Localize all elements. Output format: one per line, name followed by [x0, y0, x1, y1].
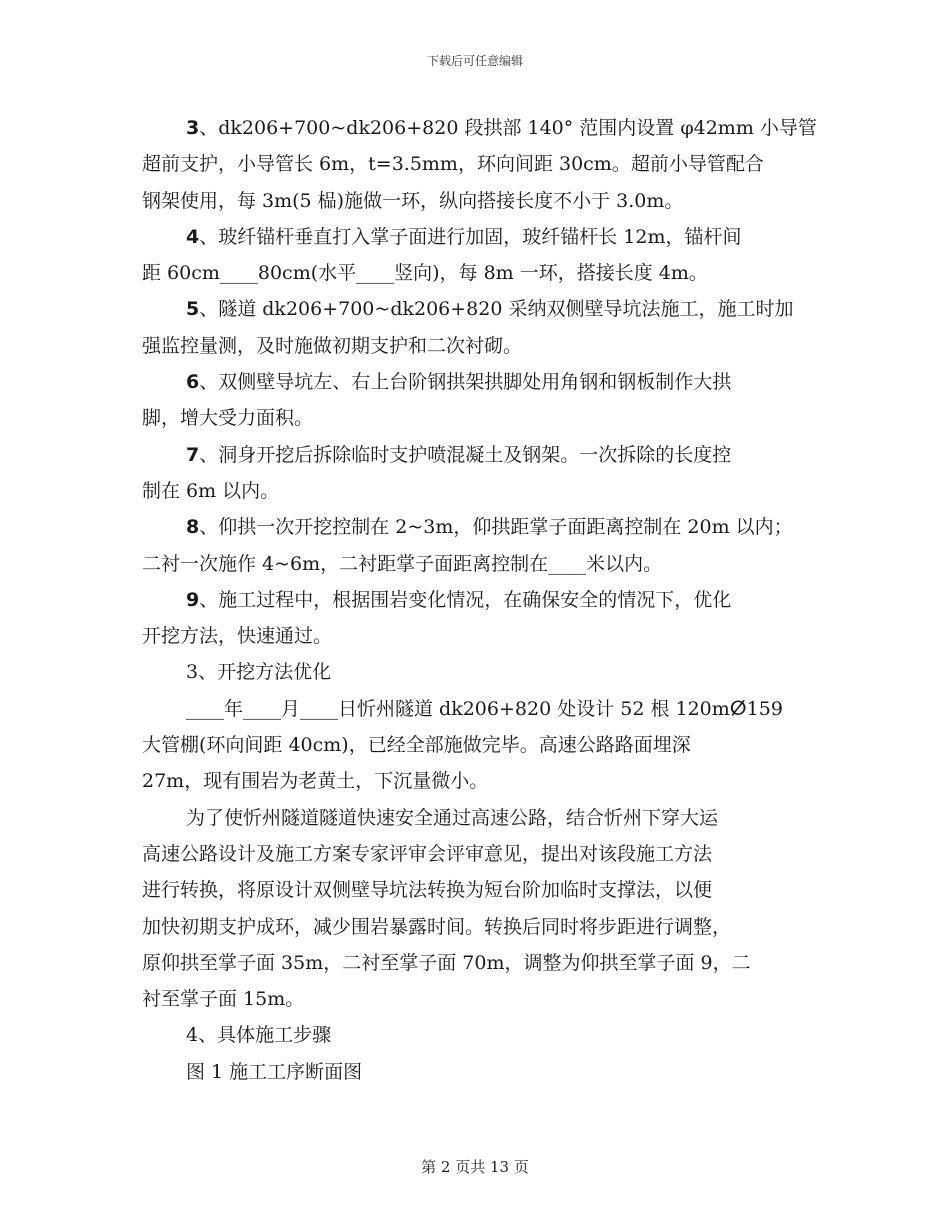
line-text: 、双侧壁导坑左、右上台阶钢拱架拱脚处用角钢和钢板制作大拱 [199, 371, 732, 394]
line-text: 距 60cm____80cm(水平____竖向)，每 8m 一环，搭接长度 4m。 [142, 262, 708, 285]
item-number: 6 [186, 371, 200, 394]
text-line [142, 473, 822, 509]
line-text: 、仰拱一次开挖控制在 2~3m，仰拱距掌子面距离控制在 20m 以内； [199, 516, 793, 539]
line-text: 脚，增大受力面积。 [142, 407, 314, 430]
line-text: 大管棚(环向间距 40cm)，已经全部施做完毕。高速公路路面埋深 [142, 734, 691, 757]
text-line [142, 364, 822, 400]
text-line [142, 183, 822, 219]
text-line [142, 909, 822, 945]
page-number: 第 2 页共 13 页 [421, 1158, 529, 1176]
text-line [142, 1017, 822, 1053]
line-text: 制在 6m 以内。 [142, 479, 280, 502]
line-text: 进行转换，将原设计双侧壁导坑法转换为短台阶加临时支撑法，以便 [142, 879, 713, 902]
text-line [142, 546, 822, 582]
line-text: 强监控量测，及时施做初期支护和二次衬砌。 [142, 334, 523, 357]
text-line [142, 255, 822, 291]
text-line [142, 727, 822, 763]
text-line [142, 763, 822, 799]
line-text: 、隧道 dk206+700~dk206+820 采纳双侧壁导坑法施工，施工时加 [199, 298, 794, 321]
line-text: 、dk206+700~dk206+820 段拱部 140° 范围内设置 φ42mm 小导管 [199, 117, 817, 139]
text-line [142, 328, 822, 364]
line-text: 4、具体施工步骤 [186, 1024, 332, 1047]
text-line [142, 654, 822, 690]
line-text: 超前支护，小导管长 6m，t=3.5mm，环向间距 30cm。超前小导管配合 [142, 153, 764, 176]
text-line [142, 291, 822, 327]
line-text: 图 1 施工工序断面图 [186, 1060, 363, 1083]
text-line [142, 618, 822, 654]
text-line [142, 400, 822, 436]
page-header: 下载后可任意编辑 [426, 54, 523, 68]
text-line [142, 110, 822, 146]
line-text: 27m，现有围岩为老黄土，下沉量微小。 [142, 770, 489, 793]
document-body [142, 110, 822, 1090]
line-text: ____年____月____日忻州隧道 dk206+820 处设计 52 根 120mⵁ159 [186, 697, 783, 720]
line-text: 加快初期支护成环，减少围岩暴露时间。转换后同时将步距进行调整， [142, 915, 732, 938]
line-text: 为了使忻州隧道隧道快速安全通过高速公路，结合忻州下穿大运 [186, 806, 719, 829]
line-text: 、玻纤锚杆垂直打入掌子面进行加固，玻纤锚杆长 12m，锚杆间 [199, 225, 742, 248]
text-line [142, 437, 822, 473]
text-line [142, 836, 822, 872]
item-number: 9 [186, 588, 200, 611]
line-text: 二衬一次施作 4~6m，二衬距掌子面距离控制在____米以内。 [142, 552, 663, 575]
text-line [142, 582, 822, 618]
text-line [142, 146, 822, 182]
text-line [142, 509, 822, 545]
text-line [142, 1054, 822, 1090]
item-number: 4 [186, 225, 200, 248]
line-text: 、洞身开挖后拆除临时支护喷混凝土及钢架。一次拆除的长度控 [199, 443, 732, 466]
line-text: 衬至掌子面 15m。 [142, 988, 305, 1011]
item-number: 3 [186, 117, 200, 139]
item-number: 8 [186, 516, 200, 539]
line-text: 3、开挖方法优化 [186, 661, 332, 684]
text-line [142, 691, 822, 727]
item-number: 7 [186, 443, 200, 466]
line-text: 钢架使用，每 3m(5 榀)施做一环，纵向搭接长度不小于 3.0m。 [142, 189, 684, 212]
text-line [142, 800, 822, 836]
line-text: 、施工过程中，根据围岩变化情况，在确保安全的情况下，优化 [199, 588, 732, 611]
text-line [142, 981, 822, 1017]
line-text: 高速公路设计及施工方案专家评审会评审意见，提出对该段施工方法 [142, 842, 713, 865]
line-text: 原仰拱至掌子面 35m，二衬至掌子面 70m，调整为仰拱至掌子面 9，二 [142, 951, 751, 974]
text-line [142, 872, 822, 908]
text-line [142, 219, 822, 255]
line-text: 开挖方法，快速通过。 [142, 625, 333, 648]
text-line [142, 945, 822, 981]
item-number: 5 [186, 298, 200, 321]
